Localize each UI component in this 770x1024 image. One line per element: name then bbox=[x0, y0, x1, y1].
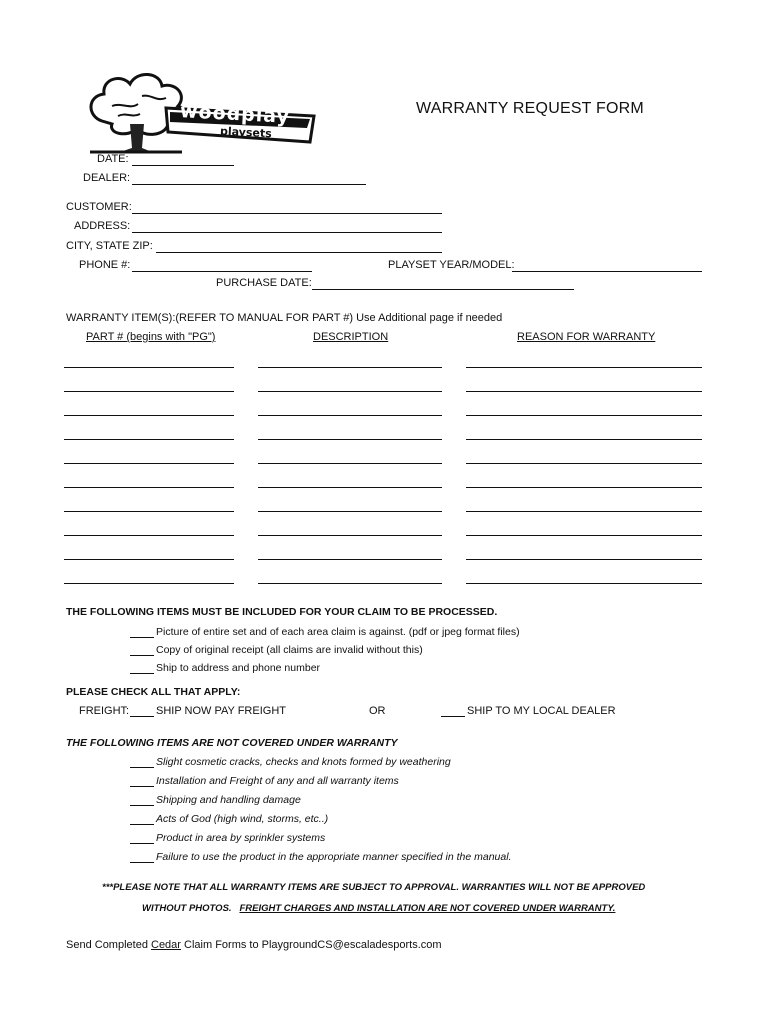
checkbox-blank[interactable] bbox=[130, 627, 154, 638]
description-entry[interactable] bbox=[258, 415, 442, 416]
customer-label: CUSTOMER: bbox=[66, 201, 132, 213]
freight-option-dealer: SHIP TO MY LOCAL DEALER bbox=[441, 705, 616, 717]
customer-field[interactable] bbox=[132, 213, 442, 214]
logo-subtitle: playsets bbox=[219, 124, 273, 141]
warranty-items-heading: WARRANTY ITEM(S):(REFER TO MANUAL FOR PART #) Use Additional page if needed bbox=[66, 312, 503, 324]
not-covered-item: Failure to use the product in the appropriate manner specified in the manual. bbox=[130, 851, 511, 863]
checkbox-blank[interactable] bbox=[130, 795, 154, 806]
not-covered-item: Acts of God (high wind, storms, etc..) bbox=[130, 813, 328, 825]
checkbox-blank[interactable] bbox=[130, 663, 154, 674]
reason-column-header: REASON FOR WARRANTY bbox=[517, 331, 656, 343]
not-covered-item: Shipping and handling damage bbox=[130, 794, 301, 806]
or-text: OR bbox=[369, 705, 386, 717]
reason-entry[interactable] bbox=[466, 463, 702, 464]
checkbox-blank[interactable] bbox=[130, 776, 154, 787]
logo-wordmark: woodplay bbox=[179, 100, 291, 128]
part-column-header: PART # (begins with "PG") bbox=[86, 331, 216, 343]
playset-model-field[interactable] bbox=[512, 271, 702, 272]
submission-instructions: Send Completed Cedar Claim Forms to PlaygroundCS@escaladesports.com bbox=[66, 939, 442, 951]
part-entry[interactable] bbox=[64, 583, 234, 584]
description-column-header: DESCRIPTION bbox=[313, 331, 389, 343]
approval-note-line1: ***PLEASE NOTE THAT ALL WARRANTY ITEMS ARE SUBJECT TO APPROVAL. WARRANTIES WILL NOT BE APPROVED bbox=[102, 882, 646, 893]
date-label: DATE: bbox=[97, 153, 129, 165]
part-entry[interactable] bbox=[64, 415, 234, 416]
part-entry[interactable] bbox=[64, 559, 234, 560]
description-entry[interactable] bbox=[258, 511, 442, 512]
part-entry[interactable] bbox=[64, 487, 234, 488]
checkbox-blank[interactable] bbox=[441, 706, 465, 717]
address-field[interactable] bbox=[132, 232, 442, 233]
not-covered-item: Installation and Freight of any and all warranty items bbox=[130, 775, 399, 787]
checkbox-blank[interactable] bbox=[130, 706, 154, 717]
approval-note-line2: WITHOUT PHOTOS. FREIGHT CHARGES AND INSTALLATION ARE NOT COVERED UNDER WARRANTY. bbox=[142, 903, 616, 914]
dealer-label: DEALER: bbox=[83, 172, 131, 184]
reason-entry[interactable] bbox=[466, 535, 702, 536]
part-entry[interactable] bbox=[64, 391, 234, 392]
description-entry[interactable] bbox=[258, 439, 442, 440]
not-covered-item: Slight cosmetic cracks, checks and knots formed by weathering bbox=[130, 756, 451, 768]
reason-entry[interactable] bbox=[466, 439, 702, 440]
reason-entry[interactable] bbox=[466, 391, 702, 392]
reason-entry[interactable] bbox=[466, 583, 702, 584]
reason-entry[interactable] bbox=[466, 559, 702, 560]
description-entry[interactable] bbox=[258, 367, 442, 368]
purchase-date-label: PURCHASE DATE: bbox=[216, 277, 312, 289]
part-entry[interactable] bbox=[64, 439, 234, 440]
city-state-zip-label: CITY, STATE ZIP: bbox=[66, 240, 153, 252]
purchase-date-field[interactable] bbox=[312, 289, 574, 290]
part-entry[interactable] bbox=[64, 511, 234, 512]
part-entry[interactable] bbox=[64, 535, 234, 536]
phone-field[interactable] bbox=[132, 271, 312, 272]
required-item: Ship to address and phone number bbox=[130, 662, 320, 674]
description-entry[interactable] bbox=[258, 535, 442, 536]
dealer-field[interactable] bbox=[132, 184, 366, 185]
required-item: Copy of original receipt (all claims are invalid without this) bbox=[130, 644, 423, 656]
description-entry[interactable] bbox=[258, 463, 442, 464]
phone-label: PHONE #: bbox=[79, 259, 131, 271]
form-title: WARRANTY REQUEST FORM bbox=[416, 100, 644, 117]
reason-entry[interactable] bbox=[466, 511, 702, 512]
description-entry[interactable] bbox=[258, 391, 442, 392]
reason-entry[interactable] bbox=[466, 367, 702, 368]
address-label: ADDRESS: bbox=[74, 220, 131, 232]
checkbox-blank[interactable] bbox=[130, 852, 154, 863]
freight-option-pay: SHIP NOW PAY FREIGHT bbox=[130, 705, 286, 717]
checkbox-blank[interactable] bbox=[130, 833, 154, 844]
not-covered-heading: THE FOLLOWING ITEMS ARE NOT COVERED UNDER WARRANTY bbox=[66, 737, 398, 749]
checkbox-blank[interactable] bbox=[130, 645, 154, 656]
part-entry[interactable] bbox=[64, 367, 234, 368]
not-covered-item: Product in area by sprinkler systems bbox=[130, 832, 325, 844]
city-state-zip-field[interactable] bbox=[156, 252, 442, 253]
date-field[interactable] bbox=[132, 165, 234, 166]
description-entry[interactable] bbox=[258, 583, 442, 584]
checkbox-blank[interactable] bbox=[130, 757, 154, 768]
checkbox-blank[interactable] bbox=[130, 814, 154, 825]
description-entry[interactable] bbox=[258, 559, 442, 560]
woodplay-logo bbox=[82, 66, 322, 158]
playset-model-label: PLAYSET YEAR/MODEL: bbox=[388, 259, 515, 271]
freight-label: FREIGHT: bbox=[79, 705, 130, 717]
required-items-heading: THE FOLLOWING ITEMS MUST BE INCLUDED FOR YOUR CLAIM TO BE PROCESSED. bbox=[66, 606, 498, 618]
check-all-heading: PLEASE CHECK ALL THAT APPLY: bbox=[66, 686, 241, 698]
reason-entry[interactable] bbox=[466, 415, 702, 416]
part-entry[interactable] bbox=[64, 463, 234, 464]
description-entry[interactable] bbox=[258, 487, 442, 488]
required-item: Picture of entire set and of each area claim is against. (pdf or jpeg format files) bbox=[130, 626, 520, 638]
reason-entry[interactable] bbox=[466, 487, 702, 488]
